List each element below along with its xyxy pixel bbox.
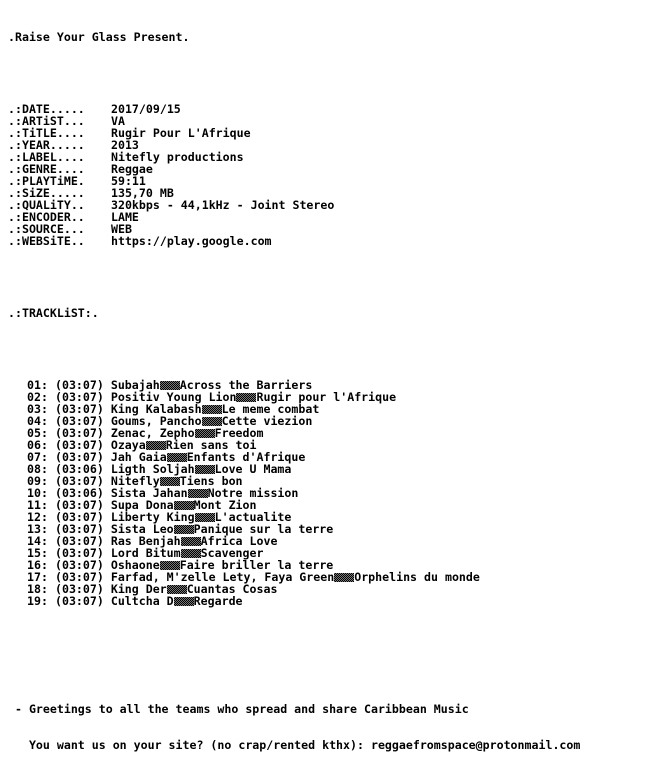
separator-glyph-icon [167,453,187,462]
track-title: Love U Mama [214,462,292,476]
track-artist: Sista Jahan [110,486,188,500]
track-number: 06: [27,438,48,452]
track-artist: Positiv Young Lion [110,390,237,404]
info-value: Nitefly productions [110,150,244,164]
track-artist: Lord Bitum [110,546,181,560]
track-artist: Oshaone [110,558,160,572]
track-time: (03:07) [54,546,104,560]
track-artist: Zenac, Zepho [110,426,195,440]
info-key: .:TiTLE.... [8,126,85,140]
separator-glyph-icon [202,405,222,414]
info-value: WEB [110,222,132,236]
track-number: 01: [27,378,48,392]
track-row [8,511,672,523]
info-value: https://play.google.com [110,234,272,248]
track-time: (03:07) [54,438,104,452]
info-value: 320kbps - 44,1kHz - Joint Stereo [110,198,335,212]
track-title: Tiens bon [179,474,243,488]
track-time: (03:07) [54,570,104,584]
track-time: (03:07) [54,498,104,512]
track-title: Cette viezion [221,414,313,428]
info-key: .:ARTiST... [8,114,85,128]
release-header: .Raise Your Glass Present. [8,30,190,44]
info-key: .:QUALiTY.. [8,198,85,212]
track-time: (03:07) [54,510,104,524]
track-artist: Subajah [110,378,160,392]
separator-glyph-icon [160,381,180,390]
separator-glyph-icon [334,573,354,582]
track-number: 09: [27,474,48,488]
track-artist: Sista Leo [110,522,174,536]
track-artist: Liberty King [110,510,195,524]
info-key: .:PLAYTiME. [8,174,85,188]
info-value: LAME [110,210,139,224]
separator-glyph-icon [195,429,215,438]
track-row [8,583,672,595]
track-title: Mont Zion [193,498,257,512]
info-key: .:SiZE..... [8,186,85,200]
track-title: Cuantas Cosas [186,582,278,596]
info-key: .:ENCODER.. [8,210,85,224]
track-title: Enfants d'Afrique [186,450,306,464]
separator-glyph-icon [174,501,194,510]
info-value: VA [110,114,125,128]
release-info [8,103,672,247]
track-number: 16: [27,558,48,572]
track-title: Regarde [193,594,243,608]
info-key: .:GENRE.... [8,162,85,176]
separator-glyph-icon [160,477,180,486]
track-time: (03:07) [54,402,104,416]
info-value: 2013 [110,138,139,152]
separator-glyph-icon [195,513,215,522]
separator-glyph-icon [174,597,194,606]
track-time: (03:07) [54,474,104,488]
info-key: .:DATE..... [8,102,85,116]
track-artist: Goums, Pancho [110,414,202,428]
track-title: L'actualite [214,510,292,524]
track-time: (03:07) [54,426,104,440]
separator-glyph-icon [181,549,201,558]
track-row [8,547,672,559]
track-number: 17: [27,570,48,584]
track-row [8,559,672,571]
separator-glyph-icon [181,537,201,546]
track-title: Freedom [214,426,264,440]
track-number: 05: [27,426,48,440]
info-value: Rugir Pour L'Afrique [110,126,251,140]
info-key: .:SOURCE... [8,222,85,236]
info-key: .:LABEL.... [8,150,85,164]
track-time: (03:07) [54,594,104,608]
separator-glyph-icon [146,441,166,450]
track-title: Rien sans toi [165,438,257,452]
track-artist: Farfad, M'zelle Lety, Faya Green [110,570,335,584]
info-key: .:YEAR..... [8,138,85,152]
track-number: 10: [27,486,48,500]
footer-contact: You want us on your site? (no crap/rented kthx): reggaefromspace@protonmail.com [8,738,581,752]
track-row [8,535,672,547]
separator-glyph-icon [174,525,194,534]
info-row [8,235,672,247]
track-number: 18: [27,582,48,596]
track-number: 12: [27,510,48,524]
track-title: Orphelins du monde [354,570,480,584]
track-number: 07: [27,450,48,464]
separator-glyph-icon [236,393,256,402]
track-time: (03:07) [54,414,104,428]
info-value: 135,70 MB [110,186,174,200]
track-row [8,571,672,583]
track-time: (03:07) [54,534,104,548]
separator-glyph-icon [202,417,222,426]
track-number: 14: [27,534,48,548]
tracklist-heading: .:TRACKLiST:. [8,306,99,320]
track-row [8,499,672,511]
track-artist: King Kalabash [110,402,202,416]
track-title: Notre mission [207,486,299,500]
track-number: 19: [27,594,48,608]
track-row [8,595,672,607]
track-artist: King Der [110,582,167,596]
track-artist: Cultcha D [110,594,174,608]
separator-glyph-icon [188,489,208,498]
track-time: (03:06) [54,486,104,500]
track-number: 13: [27,522,48,536]
track-artist: Ozaya [110,438,146,452]
track-number: 03: [27,402,48,416]
track-title: Le meme combat [221,402,320,416]
track-artist: Jah Gaia [110,450,167,464]
separator-glyph-icon [160,561,180,570]
track-artist: Nitefly [110,474,160,488]
track-title: Faire briller la terre [179,558,334,572]
track-title: Across the Barriers [179,378,313,392]
track-time: (03:06) [54,462,104,476]
track-artist: Ligth Soljah [110,462,195,476]
info-value: 2017/09/15 [110,102,181,116]
separator-glyph-icon [167,585,187,594]
track-number: 11: [27,498,48,512]
track-time: (03:07) [54,450,104,464]
track-artist: Ras Benjah [110,534,181,548]
separator-glyph-icon [195,465,215,474]
track-number: 04: [27,414,48,428]
info-key: .:WEBSiTE.. [8,234,85,248]
track-number: 02: [27,390,48,404]
track-time: (03:07) [54,558,104,572]
track-artist: Supa Dona [110,498,174,512]
track-number: 08: [27,462,48,476]
track-title: Scavenger [200,546,264,560]
track-time: (03:07) [54,522,104,536]
track-time: (03:07) [54,390,104,404]
track-title: Rugir pour l'Afrique [256,390,397,404]
track-number: 15: [27,546,48,560]
track-row [8,523,672,535]
footer-greetings: - Greetings to all the teams who spread and share Caribbean Music [8,702,469,716]
track-time: (03:07) [54,582,104,596]
track-time: (03:07) [54,378,104,392]
info-value: 59:11 [110,174,146,188]
track-title: Africa Love [200,534,278,548]
tracklist [8,379,672,607]
track-title: Panique sur la terre [193,522,334,536]
info-value: Reggae [110,162,153,176]
